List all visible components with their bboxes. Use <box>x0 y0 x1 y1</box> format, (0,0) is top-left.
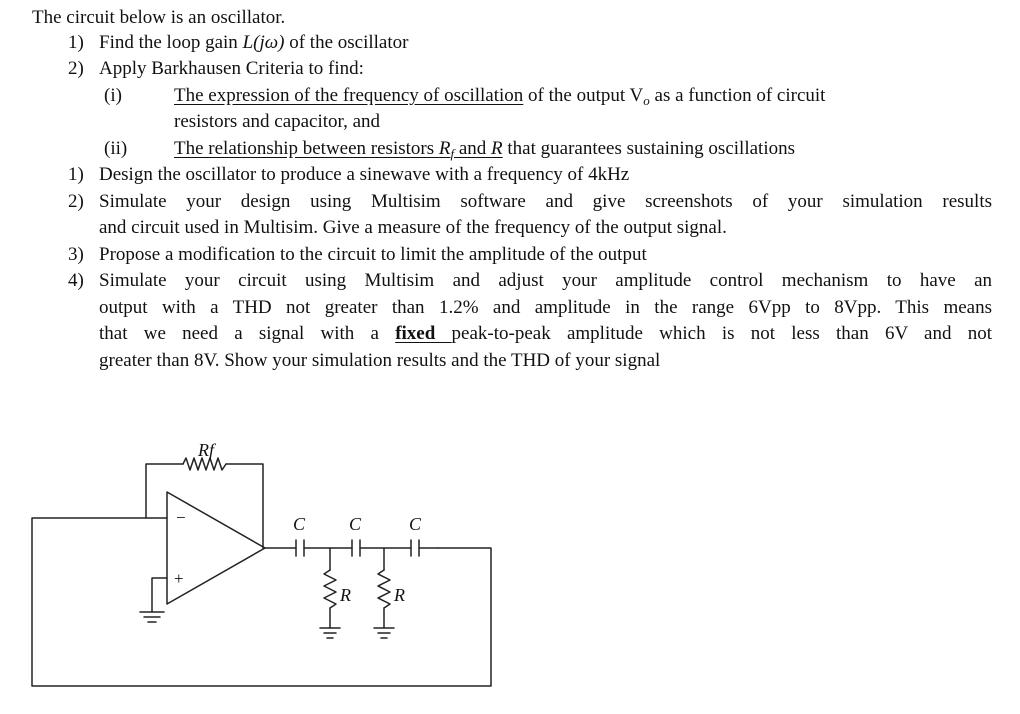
item-number: 3) <box>68 244 84 265</box>
plus-input-wire <box>152 578 167 612</box>
cap-label-2: C <box>349 514 362 534</box>
sub-item-number: (ii) <box>104 138 128 159</box>
plus-label: + <box>174 569 184 588</box>
item-text: that guarantees sustaining oscillations <box>502 138 795 159</box>
item-number: 1) <box>68 32 84 53</box>
subscript: o <box>643 93 650 108</box>
item-text: as a function of circuit <box>649 85 826 106</box>
underlined-text: The relationship between resistors $R_f$ and R <box>174 138 503 161</box>
intro-text: The circuit below is an oscillator. <box>32 7 286 28</box>
res-label-1: R <box>340 585 351 605</box>
list-item-simulate: Simulate your design using Multisim software and give screenshots of your simulation results <box>99 191 992 212</box>
list-item-thd-cont: output with a THD not greater than 1.2% and amplitude in the range 6Vpp to 8Vpp. This means <box>99 297 992 318</box>
res-label-2: R <box>394 585 405 605</box>
list-item-modify: Propose a modification to the circuit to limit the amplitude of the output <box>99 244 647 265</box>
item-text: of the output V <box>523 85 644 106</box>
sub-item-frequency-cont: resistors and capacitor, and <box>174 111 381 132</box>
list-item-barkhausen: Apply Barkhausen Criteria to find: <box>99 58 364 79</box>
item-number: 4) <box>68 270 84 291</box>
underlined-text: The expression of the frequency of oscillation <box>174 85 524 106</box>
shunt-resistor-1 <box>324 570 336 608</box>
item-text: Find the loop gain <box>99 32 243 53</box>
list-item-thd-cont: that we need a signal with a fixed peak-to-peak amplitude which is not less than 6V and not <box>99 323 992 344</box>
item-number: 2) <box>68 58 84 79</box>
item-number: 1) <box>68 164 84 185</box>
list-item-design: Design the oscillator to produce a sinewave with a frequency of 4kHz <box>99 164 630 185</box>
bold-underlined-text: fixed <box>395 323 452 344</box>
cap-label-1: C <box>293 514 306 534</box>
minus-label: − <box>176 508 186 527</box>
list-item-simulate-cont: and circuit used in Multisim. Give a measure of the frequency of the output signal. <box>99 217 727 238</box>
cap-label-3: C <box>409 514 422 534</box>
feedback-wire <box>32 518 491 686</box>
list-item-thd-cont: greater than 8V. Show your simulation results and the THD of your signal <box>99 350 661 371</box>
rf-label: Rf <box>198 440 214 460</box>
rf-wire-right <box>226 464 263 548</box>
math-loop-gain: L(jω) <box>242 32 285 53</box>
list-item-thd: Simulate your circuit using Multisim and adjust your amplitude control mechanism to have an <box>99 270 992 291</box>
item-text: of the oscillator <box>284 32 409 53</box>
shunt-resistor-2 <box>378 570 390 608</box>
item-number: 2) <box>68 191 84 212</box>
sub-item-number: (i) <box>104 85 122 106</box>
